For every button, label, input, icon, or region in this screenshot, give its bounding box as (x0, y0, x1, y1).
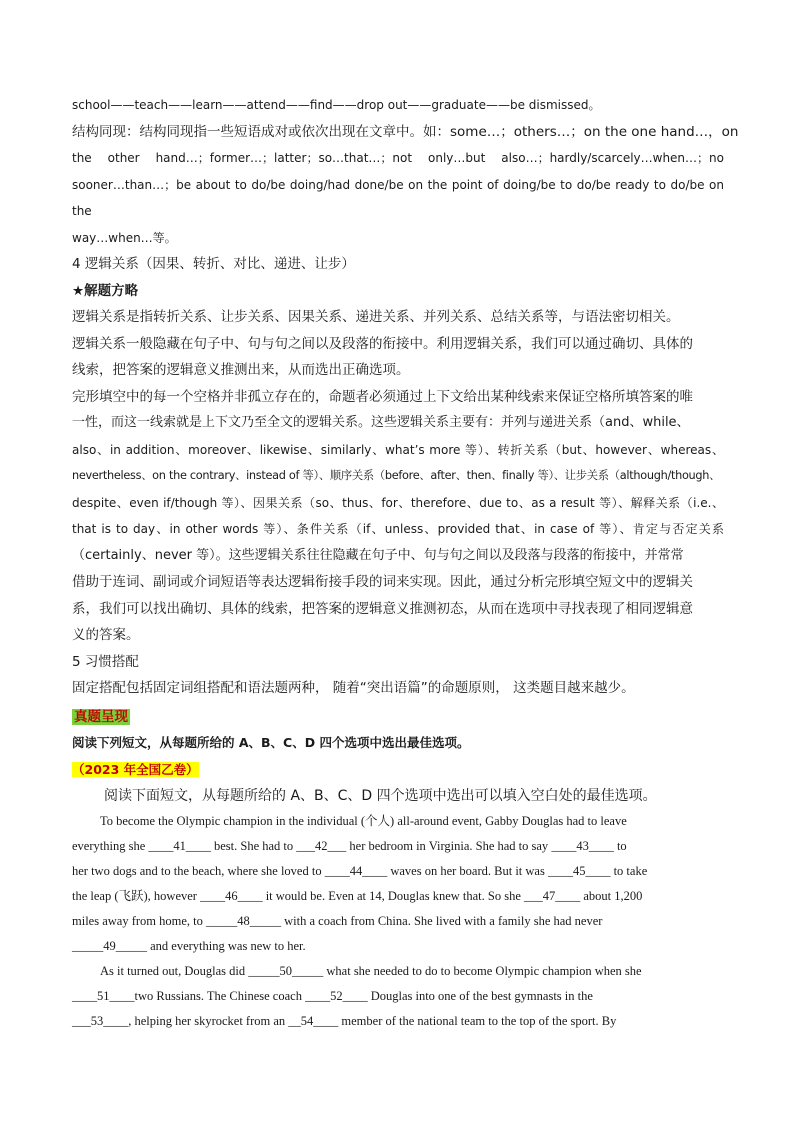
passage-line: her two dogs and to the beach, where she loved to ____44____ waves on her board. But it was ____45____ to take (72, 864, 648, 878)
blank-41: ____41____ (148, 839, 211, 853)
text-line: 义的答案。 (72, 627, 140, 643)
blank-49: _____49_____ (72, 939, 147, 953)
blank-43: ____43____ (551, 839, 614, 853)
text-line: that is to day、in other words 等）、条件关系（if、unless、provided that、in case of 等）、肯定与否定关系 (72, 522, 724, 536)
text-line: despite、even if/though 等）、因果关系（so、thus、for、therefore、due to、as a result 等）、解释关系（i.e.、 (72, 495, 724, 510)
instruction: 阅读下列短文，从每题所给的 A、B、C、D 四个选项中选出最佳选项。 (72, 735, 470, 750)
blank-42: ___42___ (296, 839, 347, 853)
document-page (72, 92, 739, 1034)
blank-51: ____51____ (72, 989, 135, 1003)
text-line: the other hand…；former…；latter；so…that…；not only…but also…；hardly/scarcely…when…；no (72, 151, 724, 165)
blank-54: __54____ (288, 1014, 339, 1028)
section-heading: 5 习惯搭配 (72, 653, 139, 670)
blank-50: _____50_____ (248, 964, 324, 978)
passage-line: ___53____, helping her skyrocket from an __54____ member of the national team to the top of the sport. By (72, 1014, 617, 1028)
text-line: 完形填空中的每一个空格并非孤立存在的，命题者必须通过上下文给出某种线索来保证空格所填答案的唯 (72, 388, 693, 405)
blank-44: ____44____ (324, 864, 388, 878)
blank-48: _____48_____ (206, 914, 281, 928)
text-line: 逻辑关系是指转折关系、让步关系、因果关系、递进关系、并列关系、总结关系等，与语法密切相关。 (72, 309, 680, 325)
passage-intro: 阅读下面短文，从每题所给的 A、B、C、D 四个选项中选出可以填入空白处的最佳选项。 (104, 788, 657, 804)
text-line: 结构同现：结构同现指一些短语成对或依次出现在文章中。如：some…；others…；on the one hand…，on (72, 123, 739, 140)
source-tag-row (72, 757, 724, 784)
text-line: 固定搭配包括固定词组搭配和语法题两种， 随着“突出语篇”的命题原则， 这类题目越来越少。 (72, 680, 635, 696)
passage-line: ____51____two Russians. The Chinese coach ____52____ Douglas into one of the best gymnasts in the (72, 989, 593, 1003)
passage-line: the leap (飞跃), however ____46____ it would be. Even at 14, Douglas knew that. So she ___47____ about 1,200 (72, 889, 643, 903)
source-tag: （2023 年全国乙卷） (72, 761, 199, 777)
blank-52: ____52____ (305, 989, 368, 1003)
text-line: also、in addition、moreover、likewise、similarly、what’s more 等）、转折关系（but、however、whereas、 (72, 442, 724, 457)
passage-line: To become the Olympic champion in the individual (个人) all-around event, Gabby Douglas had to leave (100, 814, 627, 828)
text-line: 线索，把答案的逻辑意义推测出来，从而选出正确选项。 (72, 362, 410, 378)
section-tag: 真题呈现 (74, 708, 128, 725)
strategy-heading: ★解题方略 (72, 282, 139, 299)
passage-line: _____49_____ and everything was new to her. (72, 939, 306, 953)
blank-53: ___53____ (72, 1014, 129, 1028)
text-line: 系，我们可以找出确切、具体的线索，把答案的逻辑意义推测初态，从而在选项中寻找表现了相同逻辑意 (72, 600, 693, 617)
blank-47: ___47____ (524, 889, 581, 903)
text-line: nevertheless、on the contrary、instead of 等）、顺序关系（before、after、then、finally 等）、让步关系（although/though、 (72, 469, 721, 482)
passage-line: As it turned out, Douglas did _____50_____ what she needed to do to become Olympic champion when she (100, 964, 642, 978)
passage-line: miles away from home, to _____48_____ with a coach from China. She lived with a family she had never (72, 914, 603, 928)
text-line: 一性，而这一线索就是上下文乃至全文的逻辑关系。这些逻辑关系主要有：并列与递进关系（and、while、 (72, 415, 690, 430)
text-line: sooner…than…；be about to do/be doing/had done/be on the point of doing/be to do/be ready to do/be on the (72, 177, 724, 218)
text-line: 借助于连词、副词或介词短语等表达逻辑衔接手段的词来实现。因此，通过分析完形填空短文中的逻辑关 (72, 574, 693, 590)
text-line: 逻辑关系一般隐藏在句子中、句与句之间以及段落的衔接中。利用逻辑关系，我们可以通过确切、具体的 (72, 335, 693, 352)
section-tag-row (72, 704, 724, 731)
text-line: way…when…等。 (72, 230, 177, 245)
text-line: （certainly、never 等）。这些逻辑关系往往隐藏在句子中、句与句之间以及段落与段落的衔接中，并常常 (72, 547, 684, 563)
text-line: school——teach——learn——attend——find——drop out——graduate——be dismissed。 (72, 98, 601, 112)
section-heading: 4 逻辑关系（因果、转折、对比、递进、让步） (72, 256, 355, 272)
blank-46: ____46____ (200, 889, 263, 903)
passage-line: everything she ____41____ best. She had to ___42___ her bedroom in Virginia. She had to say ____43____ to (72, 839, 627, 853)
blank-45: ____45____ (547, 864, 611, 878)
